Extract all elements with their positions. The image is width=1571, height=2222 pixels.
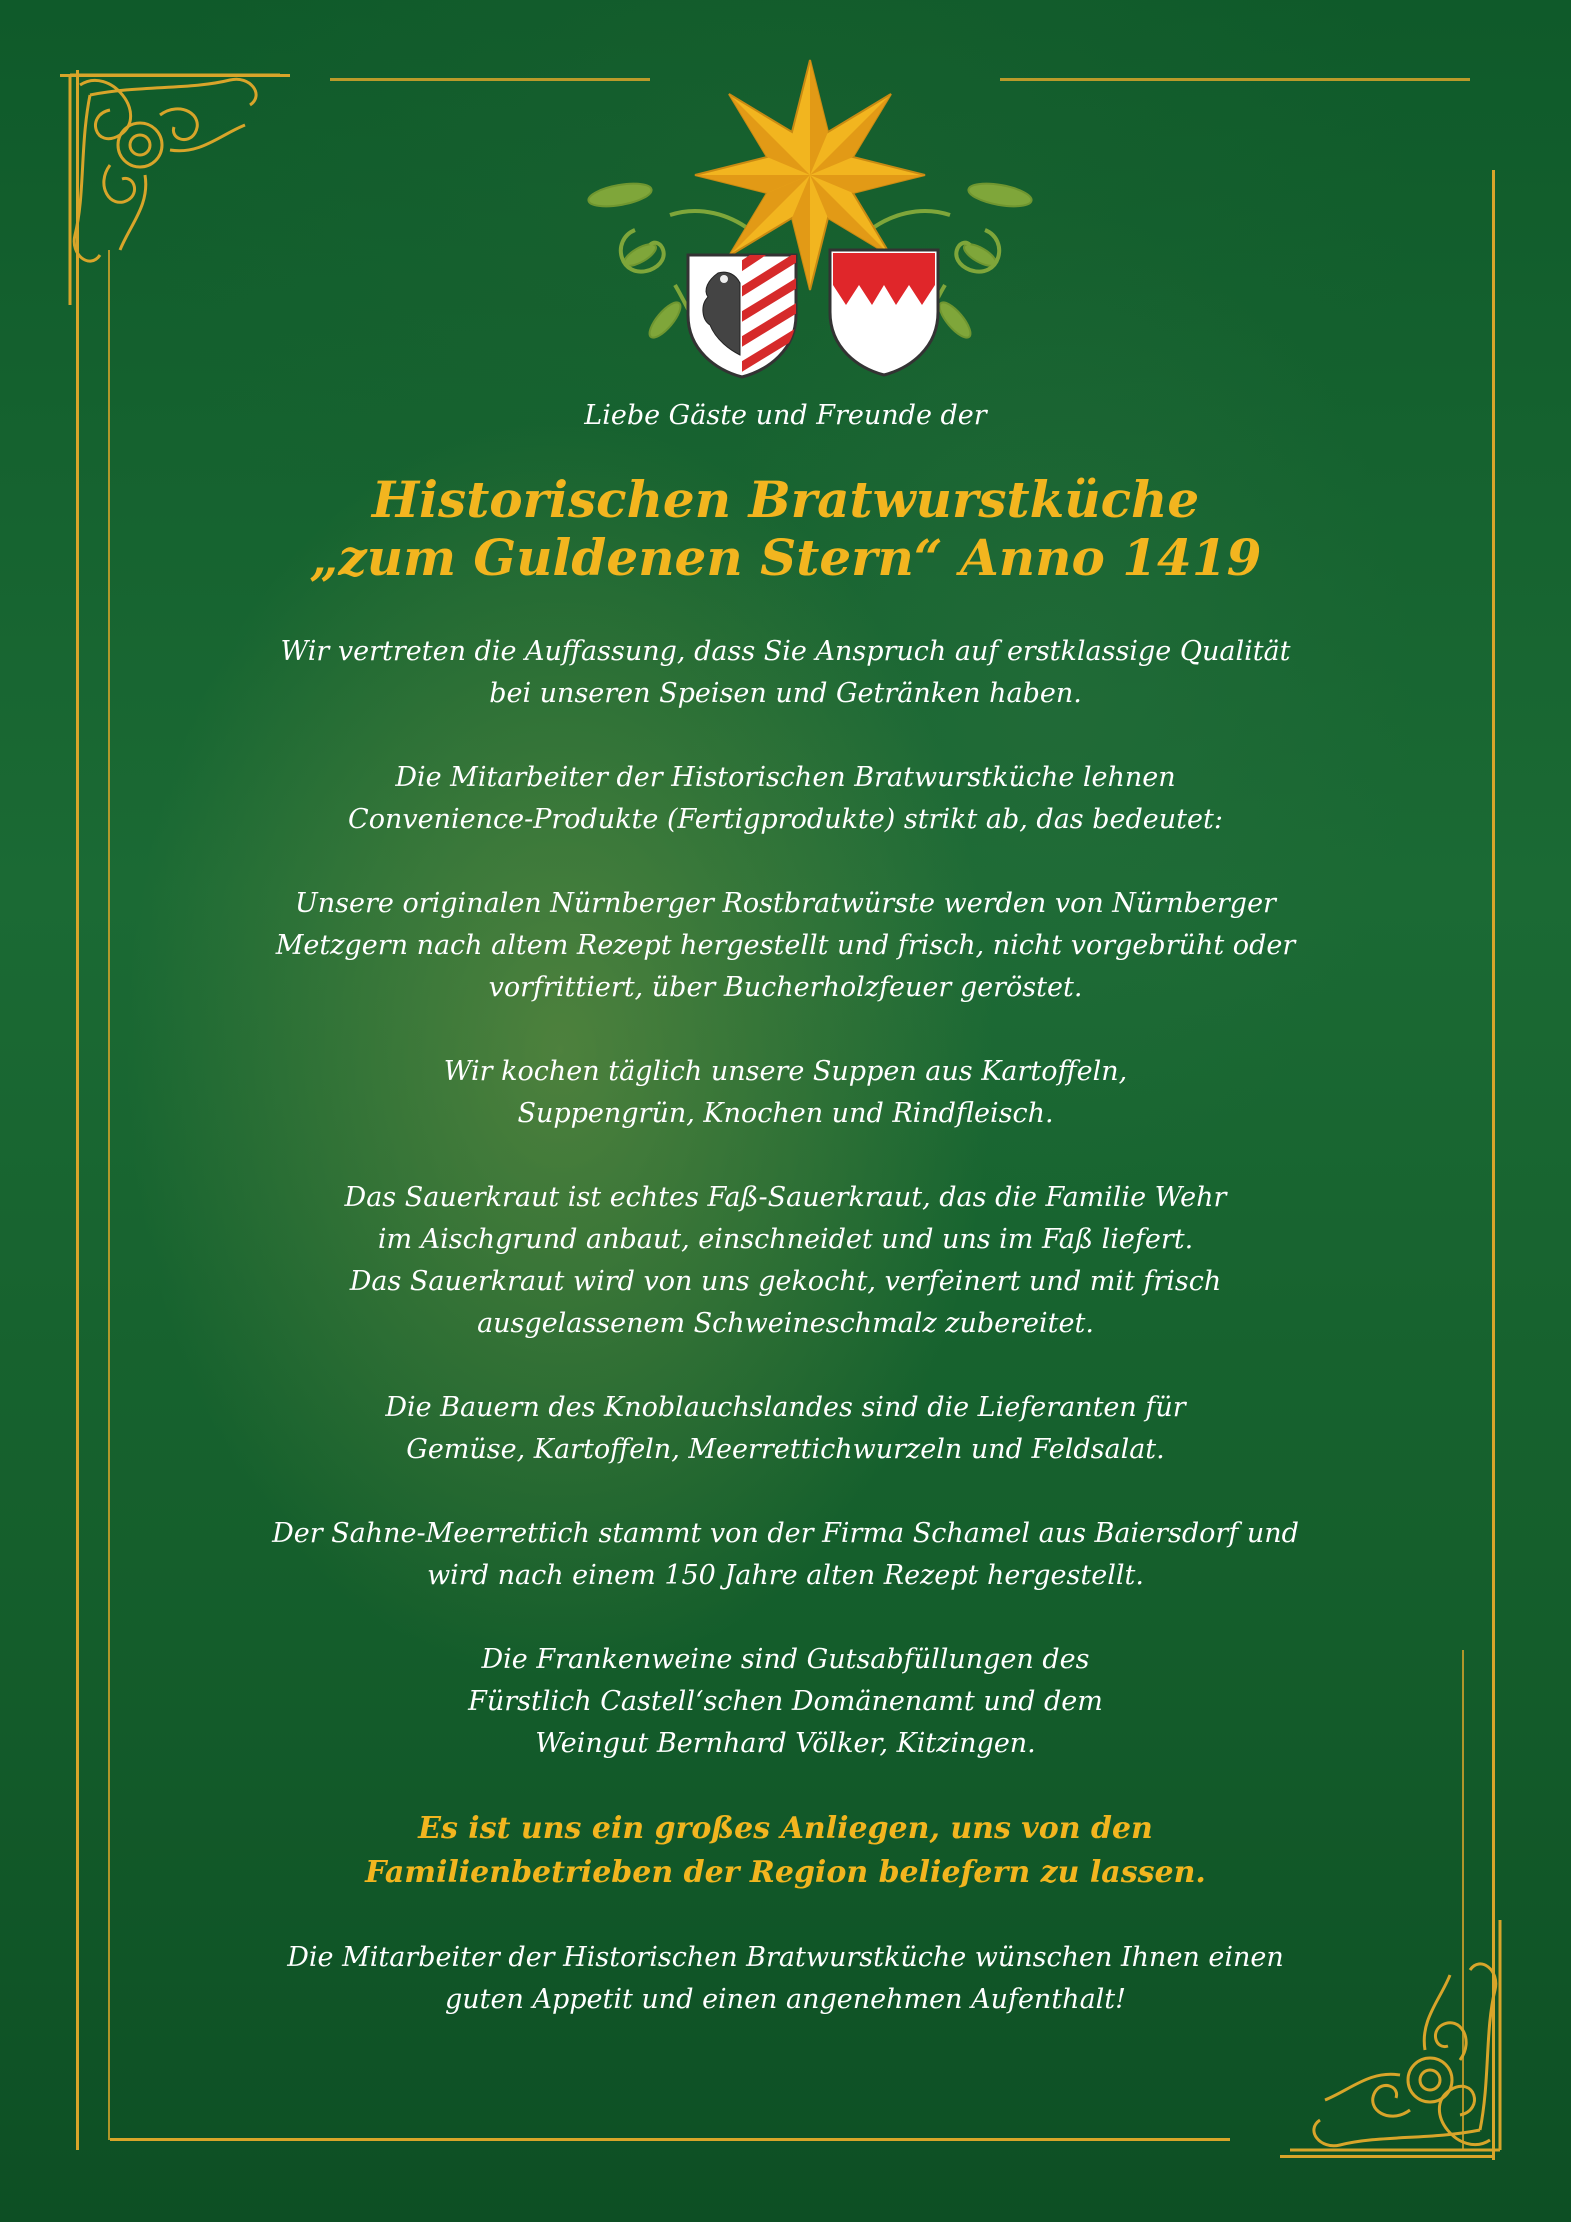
paragraph-sauerkraut: Das Sauerkraut ist echtes Faß-Sauerkraut, das die Familie Wehr im Aischgrund anbaut, einschneidet und uns im Faß liefert. Das Sauerkraut wird von uns gekocht, verfeinert und mit frisch ausgelassenem Schweineschmalz zubereitet.	[344, 1182, 1227, 1339]
restaurant-logo	[580, 40, 1040, 380]
greeting: Liebe Gäste und Freunde der	[584, 400, 987, 431]
title-line-2: „zum Guldenen Stern“ Anno 1419	[309, 528, 1262, 587]
nuremberg-coat-of-arms-icon	[688, 235, 818, 377]
frame-left-inner-line	[108, 250, 110, 2140]
paragraph-horseradish: Der Sahne-Meerrettich stammt von der Firma Schamel aus Baiersdorf und wird nach einem 150 Jahre alten Rezept hergestellt.	[272, 1518, 1299, 1591]
highlight-statement: Es ist uns ein großes Anliegen, uns von den Familienbetrieben der Region beliefern zu lassen.	[365, 1811, 1206, 1890]
closing-wish: Die Mitarbeiter der Historischen Bratwurstküche wünschen Ihnen einen guten Appetit und einen angenehmen Aufenthalt!	[287, 1942, 1284, 2015]
frame-left-outer-line	[76, 70, 79, 2150]
paragraph-bratwurst: Unsere originalen Nürnberger Rostbratwürste werden von Nürnberger Metzgern nach altem Rezept hergestellt und frisch, nicht vorgebrüht oder vorfrittiert, über Bucherholzfeuer geröstet.	[275, 888, 1296, 1003]
page-title	[230, 471, 1341, 587]
paragraph-quality: Wir vertreten die Auffassung, dass Sie Anspruch auf erstklassige Qualität bei unseren Speisen und Getränken haben.	[280, 636, 1291, 709]
frame-right-outer-line	[1492, 170, 1495, 2160]
paragraph-wines: Die Frankenweine sind Gutsabfüllungen des Fürstlich Castell‘schen Domänenamt und dem Weingut Bernhard Völker, Kitzingen.	[468, 1644, 1103, 1759]
welcome-letter	[230, 400, 1341, 2063]
title-line-1: Historischen Bratwurstküche	[371, 470, 1200, 529]
paragraph-soups: Wir kochen täglich unsere Suppen aus Kartoffeln, Suppengrün, Knochen und Rindfleisch.	[443, 1056, 1128, 1129]
frame-top-center-right-line	[1000, 78, 1470, 81]
paragraph-convenience: Die Mitarbeiter der Historischen Bratwurstküche lehnen Convenience-Produkte (Fertigprodukte) strikt ab, das bedeutet:	[348, 762, 1223, 835]
ornament-corner-icon	[50, 55, 290, 315]
franconia-coat-of-arms-icon	[830, 250, 938, 375]
frame-bottom-line	[110, 2138, 1230, 2141]
paragraph-farmers: Die Bauern des Knoblauchslandes sind die Lieferanten für Gemüse, Kartoffeln, Meerrettichwurzeln und Feldsalat.	[385, 1392, 1186, 1465]
